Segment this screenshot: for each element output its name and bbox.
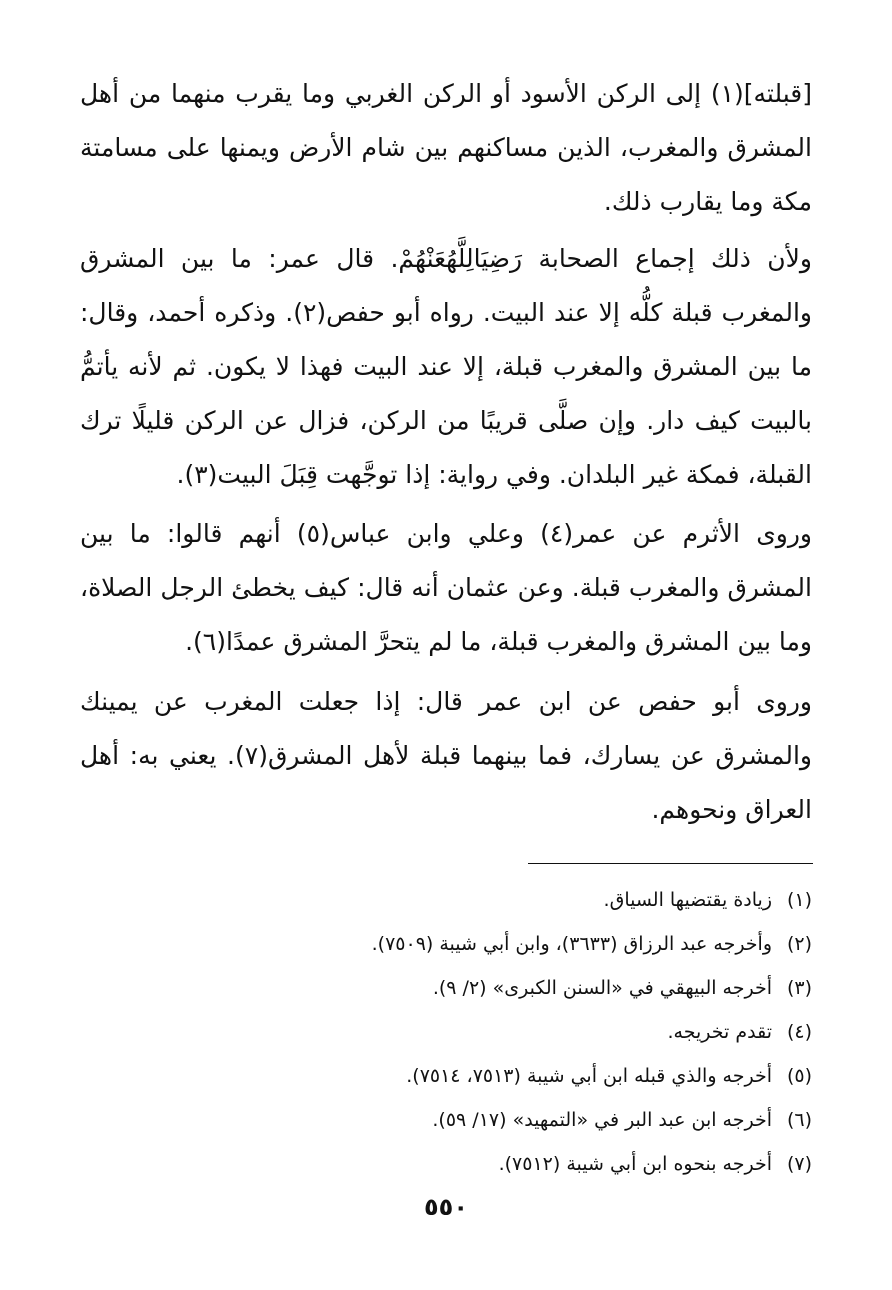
- footnote-number: (٢): [786, 933, 812, 955]
- footnote-number: (٧): [786, 1153, 812, 1175]
- footnote-text: أخرجه بنحوه ابن أبي شيبة (٧٥١٢).: [498, 1153, 772, 1175]
- footnote-number: (٦): [786, 1109, 812, 1131]
- footnote-text: أخرجه ابن عبد البر في «التمهيد» (١٧/ ٥٩).: [432, 1109, 772, 1131]
- footnote-1: [80, 878, 812, 922]
- footnote-5: [80, 1054, 812, 1098]
- footnote-3: [80, 966, 812, 1010]
- footnotes-list: [80, 878, 812, 1186]
- body-paragraph-3: وروى الأثرم عن عمر(٤) وعلي وابن عباس(٥) أنهم قالوا: ما بين المشرق والمغرب قبلة. وعن عثمان أنه قال: كيف يخطئ الرجل الصلاة، وما بين المشرق والمغرب قبلة، ما لم يتحرَّ المشرق عمدًا(٦).: [80, 519, 812, 656]
- footnote-text: أخرجه والذي قبله ابن أبي شيبة (٧٥١٣، ٧٥١٤).: [406, 1065, 772, 1087]
- footnote-text: وأخرجه عبد الرزاق (٣٦٣٣)، وابن أبي شيبة (٧٥٠٩).: [371, 933, 772, 955]
- footnote-text: زيادة يقتضيها السياق.: [603, 889, 772, 911]
- footnote-number: (٣): [786, 977, 812, 999]
- footnote-number: (١): [786, 889, 812, 911]
- footnote-4: [80, 1010, 812, 1054]
- footnote-separator: [528, 863, 813, 864]
- footnote-text: تقدم تخريجه.: [667, 1021, 772, 1043]
- page-number: ٥٥٠: [424, 1193, 468, 1221]
- footnote-2: [80, 922, 812, 966]
- footnote-number: (٤): [786, 1021, 812, 1043]
- footnote-7: [80, 1142, 812, 1186]
- footnote-text: أخرجه البيهقي في «السنن الكبرى» (٢/ ٩).: [432, 977, 772, 999]
- body-paragraph-2: ولأن ذلك إجماع الصحابة رَضِيَالِلَّهُعَنْهُمْ. قال عمر: ما بين المشرق والمغرب قبلة كلُّه إلا عند البيت. رواه أبو حفص(٢). وذكره أحمد، وقال: ما بين المشرق والمغرب قبلة، إلا عند البيت فهذا لا يكون. ثم لأنه يأتمُّ بالبيت كيف دار. وإن صلَّى قريبًا من الركن، فزال عن الركن قليلًا ترك القبلة، فمكة غير البلدان. وفي رواية: إذا توجَّهت قِبَلَ البيت(٣).: [80, 244, 812, 489]
- footnote-number: (٥): [786, 1065, 812, 1087]
- body-paragraph-1: [قبلته](١) إلى الركن الأسود أو الركن الغربي وما يقرب منهما من أهل المشرق والمغرب، الذين مساكنهم بين شام الأرض ويمنها على مسامتة مكة وما يقارب ذلك.: [80, 79, 812, 216]
- footnote-6: [80, 1098, 812, 1142]
- body-paragraph-4: وروى أبو حفص عن ابن عمر قال: إذا جعلت المغرب عن يمينك والمشرق عن يسارك، فما بينهما قبلة لأهل المشرق(٧). يعني به: أهل العراق ونحوهم.: [80, 687, 812, 824]
